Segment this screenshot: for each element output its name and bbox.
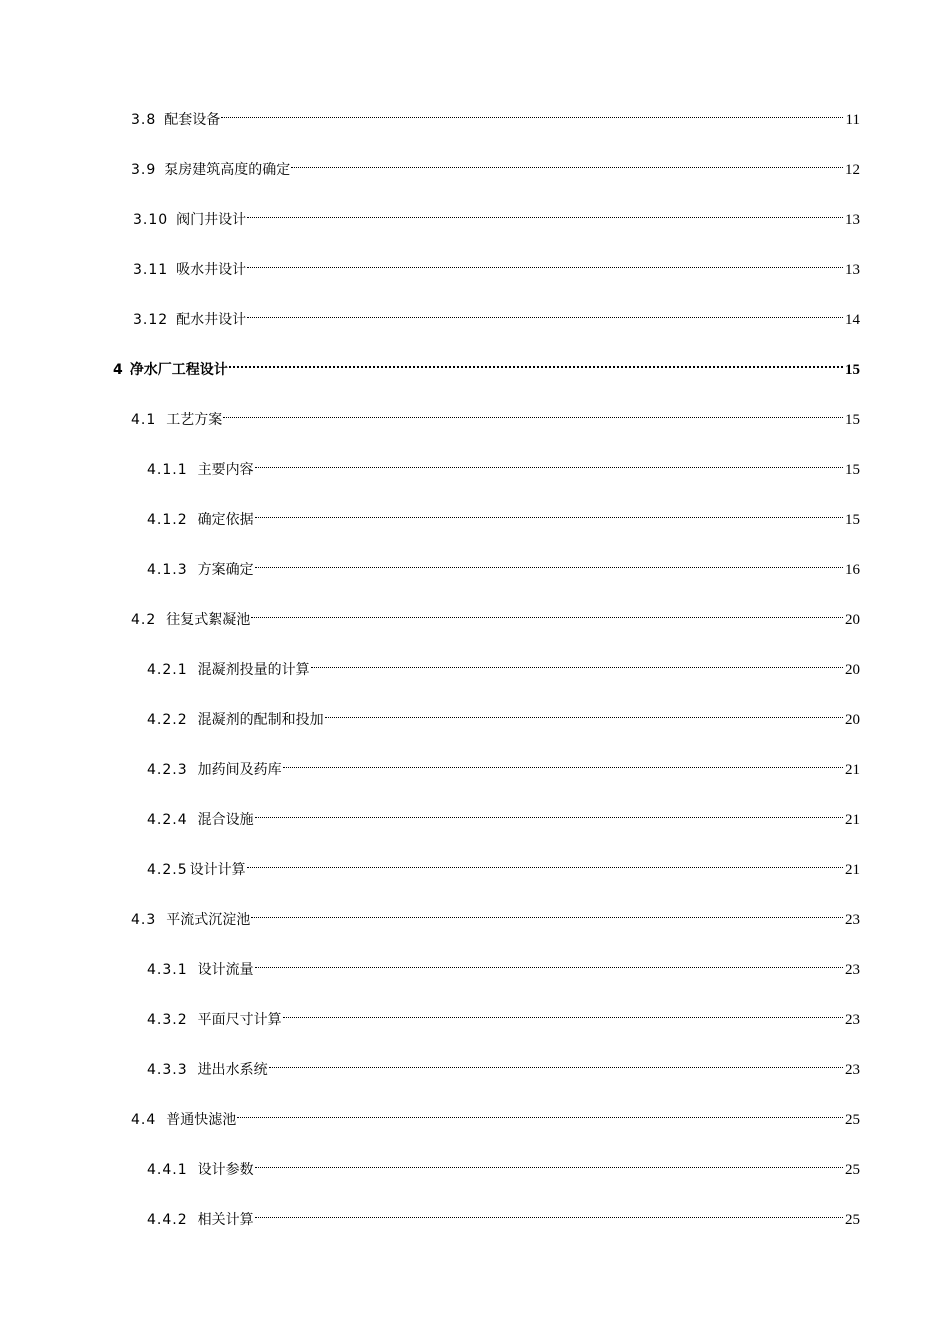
toc-entry[interactable]	[133, 300, 860, 328]
toc-entry-number: 3.9	[131, 162, 157, 178]
toc-entry-title: 设计计算	[189, 862, 246, 878]
toc-entry[interactable]	[147, 850, 860, 878]
toc-entry-title: 确定依据	[197, 512, 254, 528]
toc-entry-number: 4.3.2	[147, 1012, 188, 1028]
toc-leader-dots	[247, 850, 843, 874]
toc-leader-dots	[255, 450, 843, 474]
toc-entry-title: 混凝剂投量的计算	[197, 662, 310, 678]
toc-entry-title: 相关计算	[197, 1212, 254, 1228]
toc-leader-dots	[255, 1150, 843, 1174]
toc-entry-number: 4.4.2	[147, 1212, 188, 1228]
toc-entry-number: 4	[113, 362, 124, 378]
toc-entry-page: 20	[845, 662, 860, 678]
toc-entry-number: 4.3.3	[147, 1062, 188, 1078]
toc-entry[interactable]	[147, 450, 860, 478]
toc-entry-title: 净水厂工程设计	[129, 362, 228, 378]
toc-entry[interactable]	[131, 150, 860, 178]
toc-entry-title: 进出水系统	[197, 1062, 268, 1078]
toc-leader-dots	[247, 200, 843, 224]
toc-leader-dots	[223, 400, 843, 424]
toc-entry-title: 设计流量	[197, 962, 254, 978]
toc-entry-page: 21	[845, 862, 860, 878]
toc-entry-page: 21	[845, 812, 860, 828]
toc-entry-title: 平面尺寸计算	[197, 1012, 282, 1028]
toc-entry[interactable]	[147, 950, 860, 978]
toc-entry-number: 4.3.1	[147, 962, 188, 978]
toc-leader-dots	[229, 350, 843, 374]
toc-entry-page: 25	[845, 1212, 860, 1228]
toc-chapter-entry[interactable]	[113, 350, 860, 378]
toc-leader-dots	[251, 600, 843, 624]
toc-leader-dots	[247, 300, 843, 324]
toc-leader-dots	[221, 100, 843, 124]
toc-entry-page: 16	[845, 562, 860, 578]
toc-entry-title: 配套设备	[164, 112, 221, 128]
toc-entry-page: 20	[845, 712, 860, 728]
toc-entry[interactable]	[147, 700, 860, 728]
toc-entry-number: 4.2.4	[147, 812, 188, 828]
toc-entry[interactable]	[133, 200, 860, 228]
toc-entry[interactable]	[131, 900, 860, 928]
toc-leader-dots	[255, 800, 843, 824]
toc-leader-dots	[269, 1050, 843, 1074]
toc-entry-number: 3.8	[131, 112, 157, 128]
toc-entry-number: 4.1.1	[147, 462, 188, 478]
toc-entry-title: 平流式沉淀池	[166, 912, 251, 928]
toc-entry-page: 15	[845, 512, 860, 528]
toc-leader-dots	[247, 250, 843, 274]
toc-entry-number: 4.4.1	[147, 1162, 188, 1178]
toc-entry-page: 23	[845, 962, 860, 978]
toc-entry-page: 13	[845, 262, 860, 278]
toc-entry-number: 3.10	[133, 212, 169, 228]
toc-leader-dots	[283, 750, 843, 774]
toc-entry-number: 4.2.2	[147, 712, 188, 728]
toc-entry-page: 25	[845, 1162, 860, 1178]
toc-entry-title: 主要内容	[197, 462, 254, 478]
toc-entry-page: 25	[845, 1112, 860, 1128]
toc-entry-page: 20	[845, 612, 860, 628]
toc-entry[interactable]	[147, 550, 860, 578]
toc-entry-title: 普通快滤池	[166, 1112, 237, 1128]
toc-entry[interactable]	[131, 600, 860, 628]
toc-entry-title: 阀门井设计	[176, 212, 247, 228]
toc-entry-page: 14	[845, 312, 860, 328]
toc-entry[interactable]	[131, 100, 860, 128]
toc-entry[interactable]	[131, 400, 860, 428]
toc-leader-dots	[255, 950, 843, 974]
toc-entry-number: 3.12	[133, 312, 169, 328]
toc-entry[interactable]	[147, 1050, 860, 1078]
toc-entry-title: 吸水井设计	[176, 262, 247, 278]
toc-entry[interactable]	[147, 800, 860, 828]
toc-entry-number: 4.2.3	[147, 762, 188, 778]
toc-entry-page: 11	[845, 112, 860, 128]
toc-leader-dots	[255, 550, 843, 574]
toc-entry-page: 15	[845, 462, 860, 478]
toc-entry-page: 15	[845, 412, 860, 428]
toc-leader-dots	[311, 650, 843, 674]
toc-entry-page: 21	[845, 762, 860, 778]
toc-entry-number: 4.1.3	[147, 562, 188, 578]
toc-entry-number: 4.1	[131, 412, 157, 428]
toc-leader-dots	[255, 1200, 843, 1224]
toc-entry[interactable]	[147, 1200, 860, 1228]
toc-entry-title: 加药间及药库	[197, 762, 282, 778]
toc-entry[interactable]	[147, 750, 860, 778]
toc-entry-page: 15	[845, 362, 860, 378]
toc-entry-title: 方案确定	[197, 562, 254, 578]
toc-entry-page: 12	[845, 162, 860, 178]
toc-entry-number: 4.2	[131, 612, 157, 628]
toc-entry[interactable]	[133, 250, 860, 278]
toc-entry-number: 4.3	[131, 912, 157, 928]
toc-entry[interactable]	[147, 650, 860, 678]
toc-leader-dots	[237, 1100, 843, 1124]
toc-entry[interactable]	[131, 1100, 860, 1128]
toc-entry-number: 3.11	[133, 262, 169, 278]
toc-entry-title: 设计参数	[197, 1162, 254, 1178]
toc-entry-title: 往复式絮凝池	[166, 612, 251, 628]
toc-entry[interactable]	[147, 500, 860, 528]
toc-leader-dots	[325, 700, 843, 724]
toc-leader-dots	[283, 1000, 843, 1024]
toc-entry-number: 4.2.1	[147, 662, 188, 678]
toc-entry-title: 混凝剂的配制和投加	[197, 712, 324, 728]
toc-entry-page: 23	[845, 1062, 860, 1078]
toc-entry-title: 配水井设计	[176, 312, 247, 328]
toc-entry-page: 23	[845, 1012, 860, 1028]
toc-leader-dots	[291, 150, 843, 174]
toc-entry-title: 泵房建筑高度的确定	[164, 162, 291, 178]
toc-entry-number: 4.4	[131, 1112, 157, 1128]
toc-entry-page: 23	[845, 912, 860, 928]
toc-entry-number: 4.1.2	[147, 512, 188, 528]
toc-entry-title: 工艺方案	[166, 412, 223, 428]
toc-entry[interactable]	[147, 1000, 860, 1028]
toc-entry-title: 混合设施	[197, 812, 254, 828]
toc-entry[interactable]	[147, 1150, 860, 1178]
toc-leader-dots	[255, 500, 843, 524]
toc-leader-dots	[251, 900, 843, 924]
toc-entry-number: 4.2.5	[147, 862, 188, 878]
toc-entry-page: 13	[845, 212, 860, 228]
